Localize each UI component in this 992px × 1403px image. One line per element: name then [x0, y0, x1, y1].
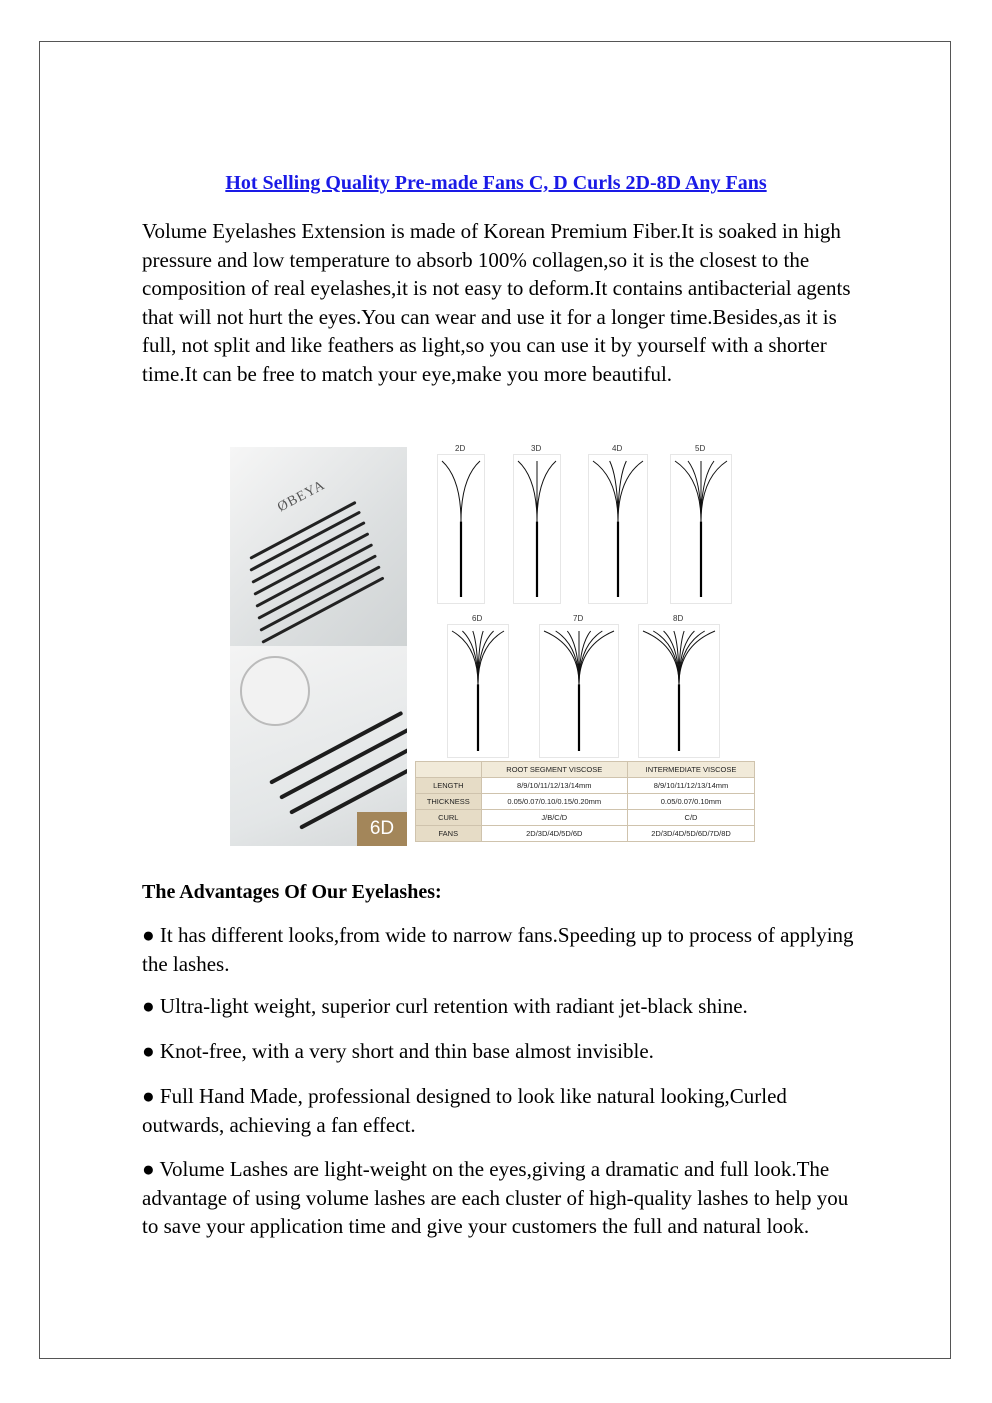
- fan-box: [539, 624, 619, 758]
- advantage-item: ● Knot-free, with a very short and thin base almost invisible.: [142, 1039, 654, 1063]
- tray-lash-row: [253, 532, 369, 596]
- lash-strand: [461, 461, 480, 597]
- lash-strip-photo: [230, 646, 407, 846]
- fan-box: [670, 454, 732, 604]
- fan-label: 4D: [612, 444, 623, 453]
- spec-value: 8/9/10/11/12/13/14mm: [628, 778, 755, 794]
- spec-row: [416, 794, 755, 810]
- spec-value: J/B/C/D: [481, 810, 627, 826]
- fan-drawing: [514, 455, 560, 603]
- fan-drawing: [589, 455, 647, 603]
- fan-box: [638, 624, 720, 758]
- advantages-heading: The Advantages Of Our Eyelashes:: [142, 881, 442, 903]
- lash-strand: [593, 461, 618, 597]
- fan-label: 7D: [573, 614, 584, 623]
- lash-strand: [679, 631, 705, 751]
- fan-diagram-4d: [588, 444, 646, 602]
- fan-type-badge: 6D: [357, 812, 407, 846]
- fan-diagram-3d: [513, 444, 559, 602]
- lash-strand: [643, 631, 679, 751]
- spec-row: [416, 810, 755, 826]
- tray-lash-row: [249, 501, 356, 560]
- lash-strand: [579, 631, 591, 751]
- lash-strand: [544, 631, 579, 751]
- fan-label: 6D: [472, 614, 483, 623]
- title-link[interactable]: Hot Selling Quality Pre-made Fans C, D Curls 2D-8D Any Fans: [225, 172, 767, 194]
- lash-strand: [478, 631, 504, 751]
- lash-strand: [518, 461, 537, 597]
- advantage-item: ● Full Hand Made, professional designed to look like natural looking,Curled outwards, achieving a fan effect.: [142, 1084, 787, 1137]
- fan-label: 3D: [531, 444, 542, 453]
- tray-lash-row: [251, 521, 365, 584]
- fan-box: [437, 454, 485, 604]
- lash-strand: [653, 631, 679, 751]
- fan-box: [513, 454, 561, 604]
- fan-box: [588, 454, 648, 604]
- advantage-item: ● Ultra-light weight, superior curl retention with radiant jet-black shine.: [142, 994, 748, 1018]
- fan-drawing: [438, 455, 484, 603]
- tray-lash-row: [259, 565, 380, 631]
- lash-strand: [618, 461, 643, 597]
- spec-label: FANS: [416, 826, 482, 842]
- fan-drawing: [671, 455, 731, 603]
- fan-diagram-8d: [638, 614, 718, 756]
- spec-header-row: [416, 762, 755, 778]
- lash-strand: [567, 631, 579, 751]
- page-title: [0, 172, 992, 195]
- lash-strand: [610, 461, 618, 597]
- intro-paragraph: Volume Eyelashes Extension is made of Korean Premium Fiber.It is soaked in high pressure and low temperature to absorb 100% collagen,so it is the closest to the composition of real eyelashes,it is not easy to deform.It contains antibacterial agents that will not hurt the eyes.You can wear and use it for a longer time.Besides,as it is full, not split and like feathers as light,so you can use it by yourself with a shorter time.It can be free to match your eye,make you more beautiful.: [142, 219, 851, 386]
- spec-label: CURL: [416, 810, 482, 826]
- lash-strand: [579, 631, 614, 751]
- tray-lash-row: [255, 543, 373, 608]
- fan-diagram-2d: [437, 444, 483, 602]
- spec-header-cell: ROOT SEGMENT VISCOSE: [481, 762, 627, 778]
- lash-strand: [701, 461, 714, 597]
- spec-value: 2D/3D/4D/5D/6D: [481, 826, 627, 842]
- lash-strand: [679, 631, 715, 751]
- lash-strand: [688, 461, 701, 597]
- fan-label: 8D: [673, 614, 684, 623]
- tray-lash-row: [261, 576, 384, 643]
- lash-strand: [442, 461, 461, 597]
- fan-diagram-6d: [447, 614, 507, 756]
- spec-value: 8/9/10/11/12/13/14mm: [481, 778, 627, 794]
- lash-tray-photo: [230, 447, 407, 647]
- fan-drawing: [448, 625, 508, 757]
- spec-header-cell: [416, 762, 482, 778]
- spec-value: C/D: [628, 810, 755, 826]
- spec-table: [415, 761, 755, 842]
- fan-diagram-5d: [670, 444, 730, 602]
- spec-value: 0.05/0.07/0.10/0.15/0.20mm: [481, 794, 627, 810]
- lash-strand: [537, 461, 556, 597]
- advantage-item: ● It has different looks,from wide to narrow fans.Speeding up to process of applying the lashes.: [142, 923, 854, 976]
- spec-row: [416, 826, 755, 842]
- lash-strand: [452, 631, 478, 751]
- advantage-item: ● Volume Lashes are light-weight on the eyes,giving a dramatic and full look.The advantage of using volume lashes are each cluster of high-quality lashes to help you to save your application time and give your customers the full and natural look.: [142, 1157, 849, 1239]
- fan-drawing: [540, 625, 618, 757]
- product-figure: [230, 438, 755, 848]
- tray-lash-row: [249, 510, 361, 571]
- magnifier-closeup: [240, 656, 310, 726]
- spec-label: LENGTH: [416, 778, 482, 794]
- brand-logo-text: ØBEYA: [275, 477, 328, 516]
- fan-diagram-7d: [539, 614, 617, 756]
- spec-header-cell: INTERMEDIATE VISCOSE: [628, 762, 755, 778]
- spec-value: 0.05/0.07/0.10mm: [628, 794, 755, 810]
- fan-drawing: [639, 625, 719, 757]
- spec-label: THICKNESS: [416, 794, 482, 810]
- lash-strand: [618, 461, 626, 597]
- spec-row: [416, 778, 755, 794]
- fan-label: 2D: [455, 444, 466, 453]
- spec-value: 2D/3D/4D/5D/6D/7D/8D: [628, 826, 755, 842]
- fan-box: [447, 624, 509, 758]
- fan-label: 5D: [695, 444, 706, 453]
